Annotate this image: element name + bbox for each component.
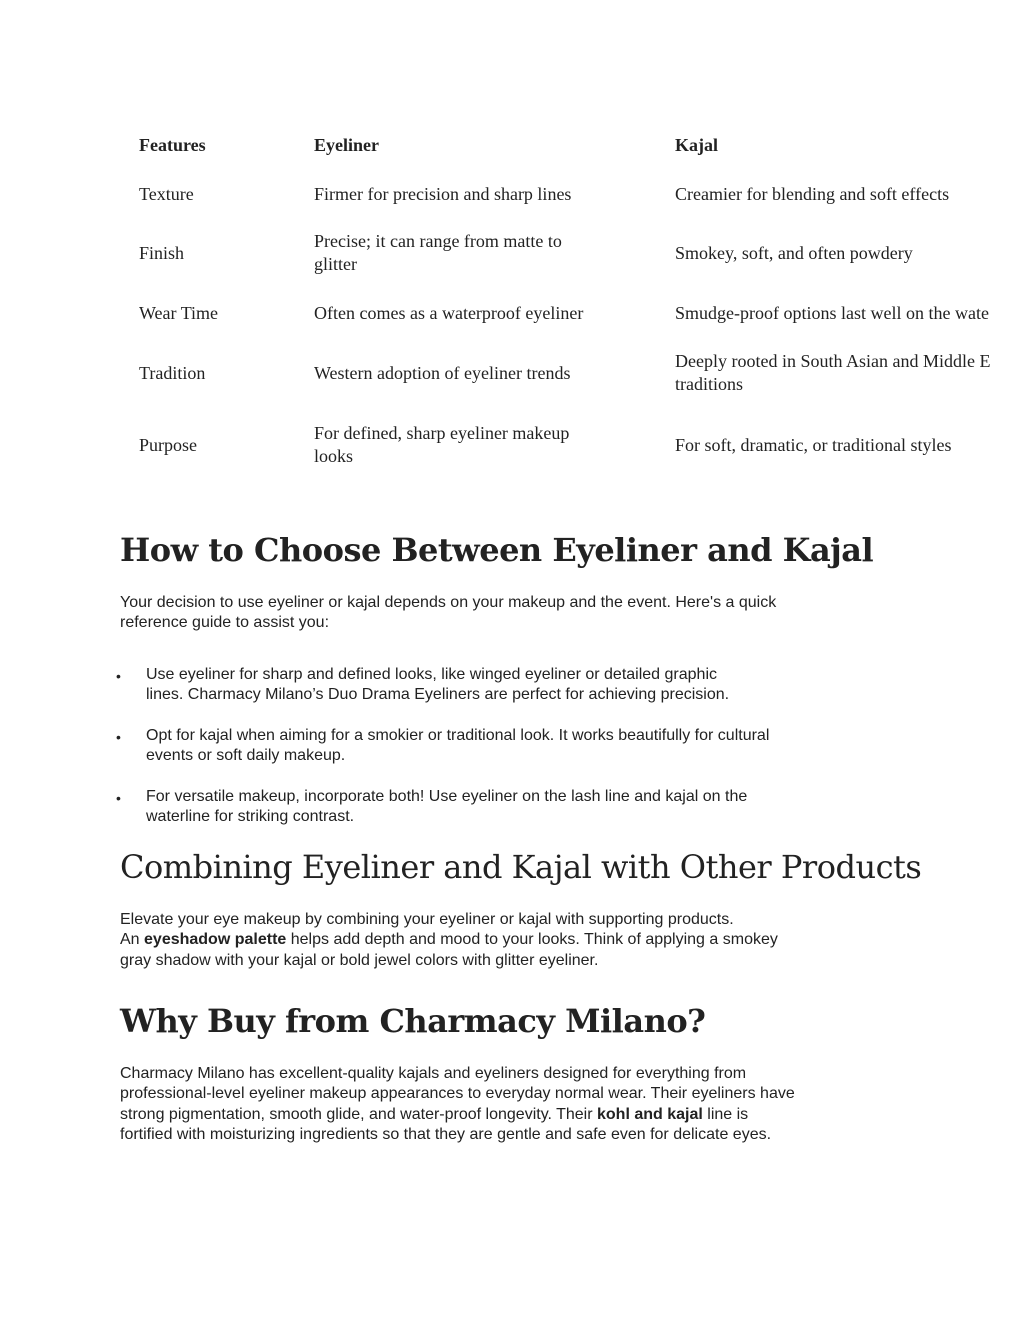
header-eyeliner: Eyeliner	[314, 134, 379, 155]
choose-intro	[120, 593, 910, 634]
list-item-line: lines. Charmacy Milano’s Duo Drama Eyeliners are perfect for achieving precision.	[146, 686, 730, 704]
kajal-cell	[675, 183, 949, 206]
eyeliner-cell-line: Precise; it can range from matte to	[314, 231, 562, 251]
why-line: Charmacy Milano has excellent-quality kajals and eyeliners designed for everything from	[120, 1065, 747, 1082]
kajal-cell	[675, 242, 913, 265]
eyeshadow-palette-text: eyeshadow palette	[144, 931, 287, 949]
kajal-cell-line: Smokey, soft, and often powdery	[675, 242, 913, 263]
kajal-cell	[675, 302, 989, 325]
eyeliner-cell-line: Western adoption of eyeliner trends	[314, 362, 571, 383]
eyeliner-cell-line: looks	[314, 446, 354, 466]
choose-intro-line: reference guide to assist you:	[120, 614, 330, 632]
list-item-line: waterline for striking contrast.	[146, 808, 355, 826]
list-item	[116, 787, 910, 828]
list-item-line: Use eyeliner for sharp and defined looks, like winged eyeliner or detailed graphic	[146, 666, 717, 683]
kajal-cell-line: traditions	[675, 374, 743, 394]
combining-line-prefix: An	[120, 931, 145, 949]
combining-line: gray shadow with your kajal or bold jewel colors with glitter eyeliner.	[120, 951, 599, 969]
comparison-table	[139, 128, 1024, 490]
why-line: fortified with moisturizing ingredients so that they are gentle and safe even for delicate eyes.	[120, 1125, 772, 1143]
table-row	[139, 346, 1024, 400]
bullet-marker: •	[116, 668, 121, 684]
list-item-line: For versatile makeup, incorporate both! Use eyeliner on the lash line and kajal on the	[146, 788, 748, 806]
list-item-line: events or soft daily makeup.	[146, 747, 346, 765]
bullet-marker: •	[116, 729, 121, 746]
table-header-row	[139, 128, 1024, 162]
feature-cell: Tradition	[139, 362, 206, 383]
eyeliner-cell-line: Often comes as a waterproof eyeliner	[314, 302, 584, 323]
table-row	[139, 162, 1024, 226]
kajal-cell	[675, 350, 990, 396]
feature-cell: Wear Time	[139, 302, 219, 323]
combining-heading: Combining Eyeliner and Kajal with Other Products	[120, 848, 922, 886]
eyeliner-cell-line: glitter	[314, 254, 357, 274]
combining-line: Elevate your eye makeup by combining your eyeliner or kajal with supporting products.	[120, 911, 734, 928]
kajal-cell-line: For soft, dramatic, or traditional styles	[675, 434, 952, 455]
header-features: Features	[139, 134, 206, 155]
combining-line-suffix: helps add depth and mood to your looks. Think of applying a smokey	[286, 931, 778, 949]
why-heading: Why Buy from Charmacy Milano?	[120, 1002, 706, 1040]
table-row	[139, 400, 1024, 490]
eyeliner-cell-line: For defined, sharp eyeliner makeup	[314, 423, 570, 443]
kajal-cell-line: Deeply rooted in South Asian and Middle E	[675, 351, 991, 371]
kajal-cell-line: Creamier for blending and soft effects	[675, 183, 950, 204]
table-row	[139, 226, 1024, 280]
combining-paragraph	[120, 910, 910, 971]
eyeliner-cell	[314, 230, 675, 276]
feature-cell: Texture	[139, 183, 194, 204]
eyeliner-cell	[314, 183, 675, 206]
why-paragraph	[120, 1064, 910, 1145]
choose-heading: How to Choose Between Eyeliner and Kajal	[120, 531, 874, 569]
list-item-line: Opt for kajal when aiming for a smokier or traditional look. It works beautifully for cultural	[146, 727, 770, 745]
header-kajal: Kajal	[675, 134, 718, 155]
why-line-prefix: strong pigmentation, smooth glide, and water-proof longevity. Their	[120, 1105, 597, 1123]
feature-cell: Purpose	[139, 434, 197, 455]
choose-bullet-list	[116, 665, 910, 848]
list-item	[116, 726, 910, 767]
bullet-marker: •	[116, 790, 121, 807]
list-item	[116, 665, 910, 706]
eyeliner-cell	[314, 362, 675, 385]
eyeliner-cell-line: Firmer for precision and sharp lines	[314, 183, 572, 204]
table-row	[139, 280, 1024, 346]
kajal-cell	[675, 434, 951, 457]
kohl-and-kajal-text: kohl and kajal	[597, 1105, 703, 1123]
eyeliner-cell	[314, 302, 675, 325]
choose-intro-line: Your decision to use eyeliner or kajal depends on your makeup and the event. Here's a quick	[120, 594, 777, 611]
why-line-suffix: line is	[702, 1105, 749, 1123]
kajal-cell-line: Smudge-proof options last well on the wate	[675, 302, 989, 323]
eyeliner-cell	[314, 422, 675, 468]
why-line: professional-level eyeliner makeup appearances to everyday normal wear. Their eyeliners have	[120, 1085, 795, 1103]
feature-cell: Finish	[139, 242, 185, 263]
